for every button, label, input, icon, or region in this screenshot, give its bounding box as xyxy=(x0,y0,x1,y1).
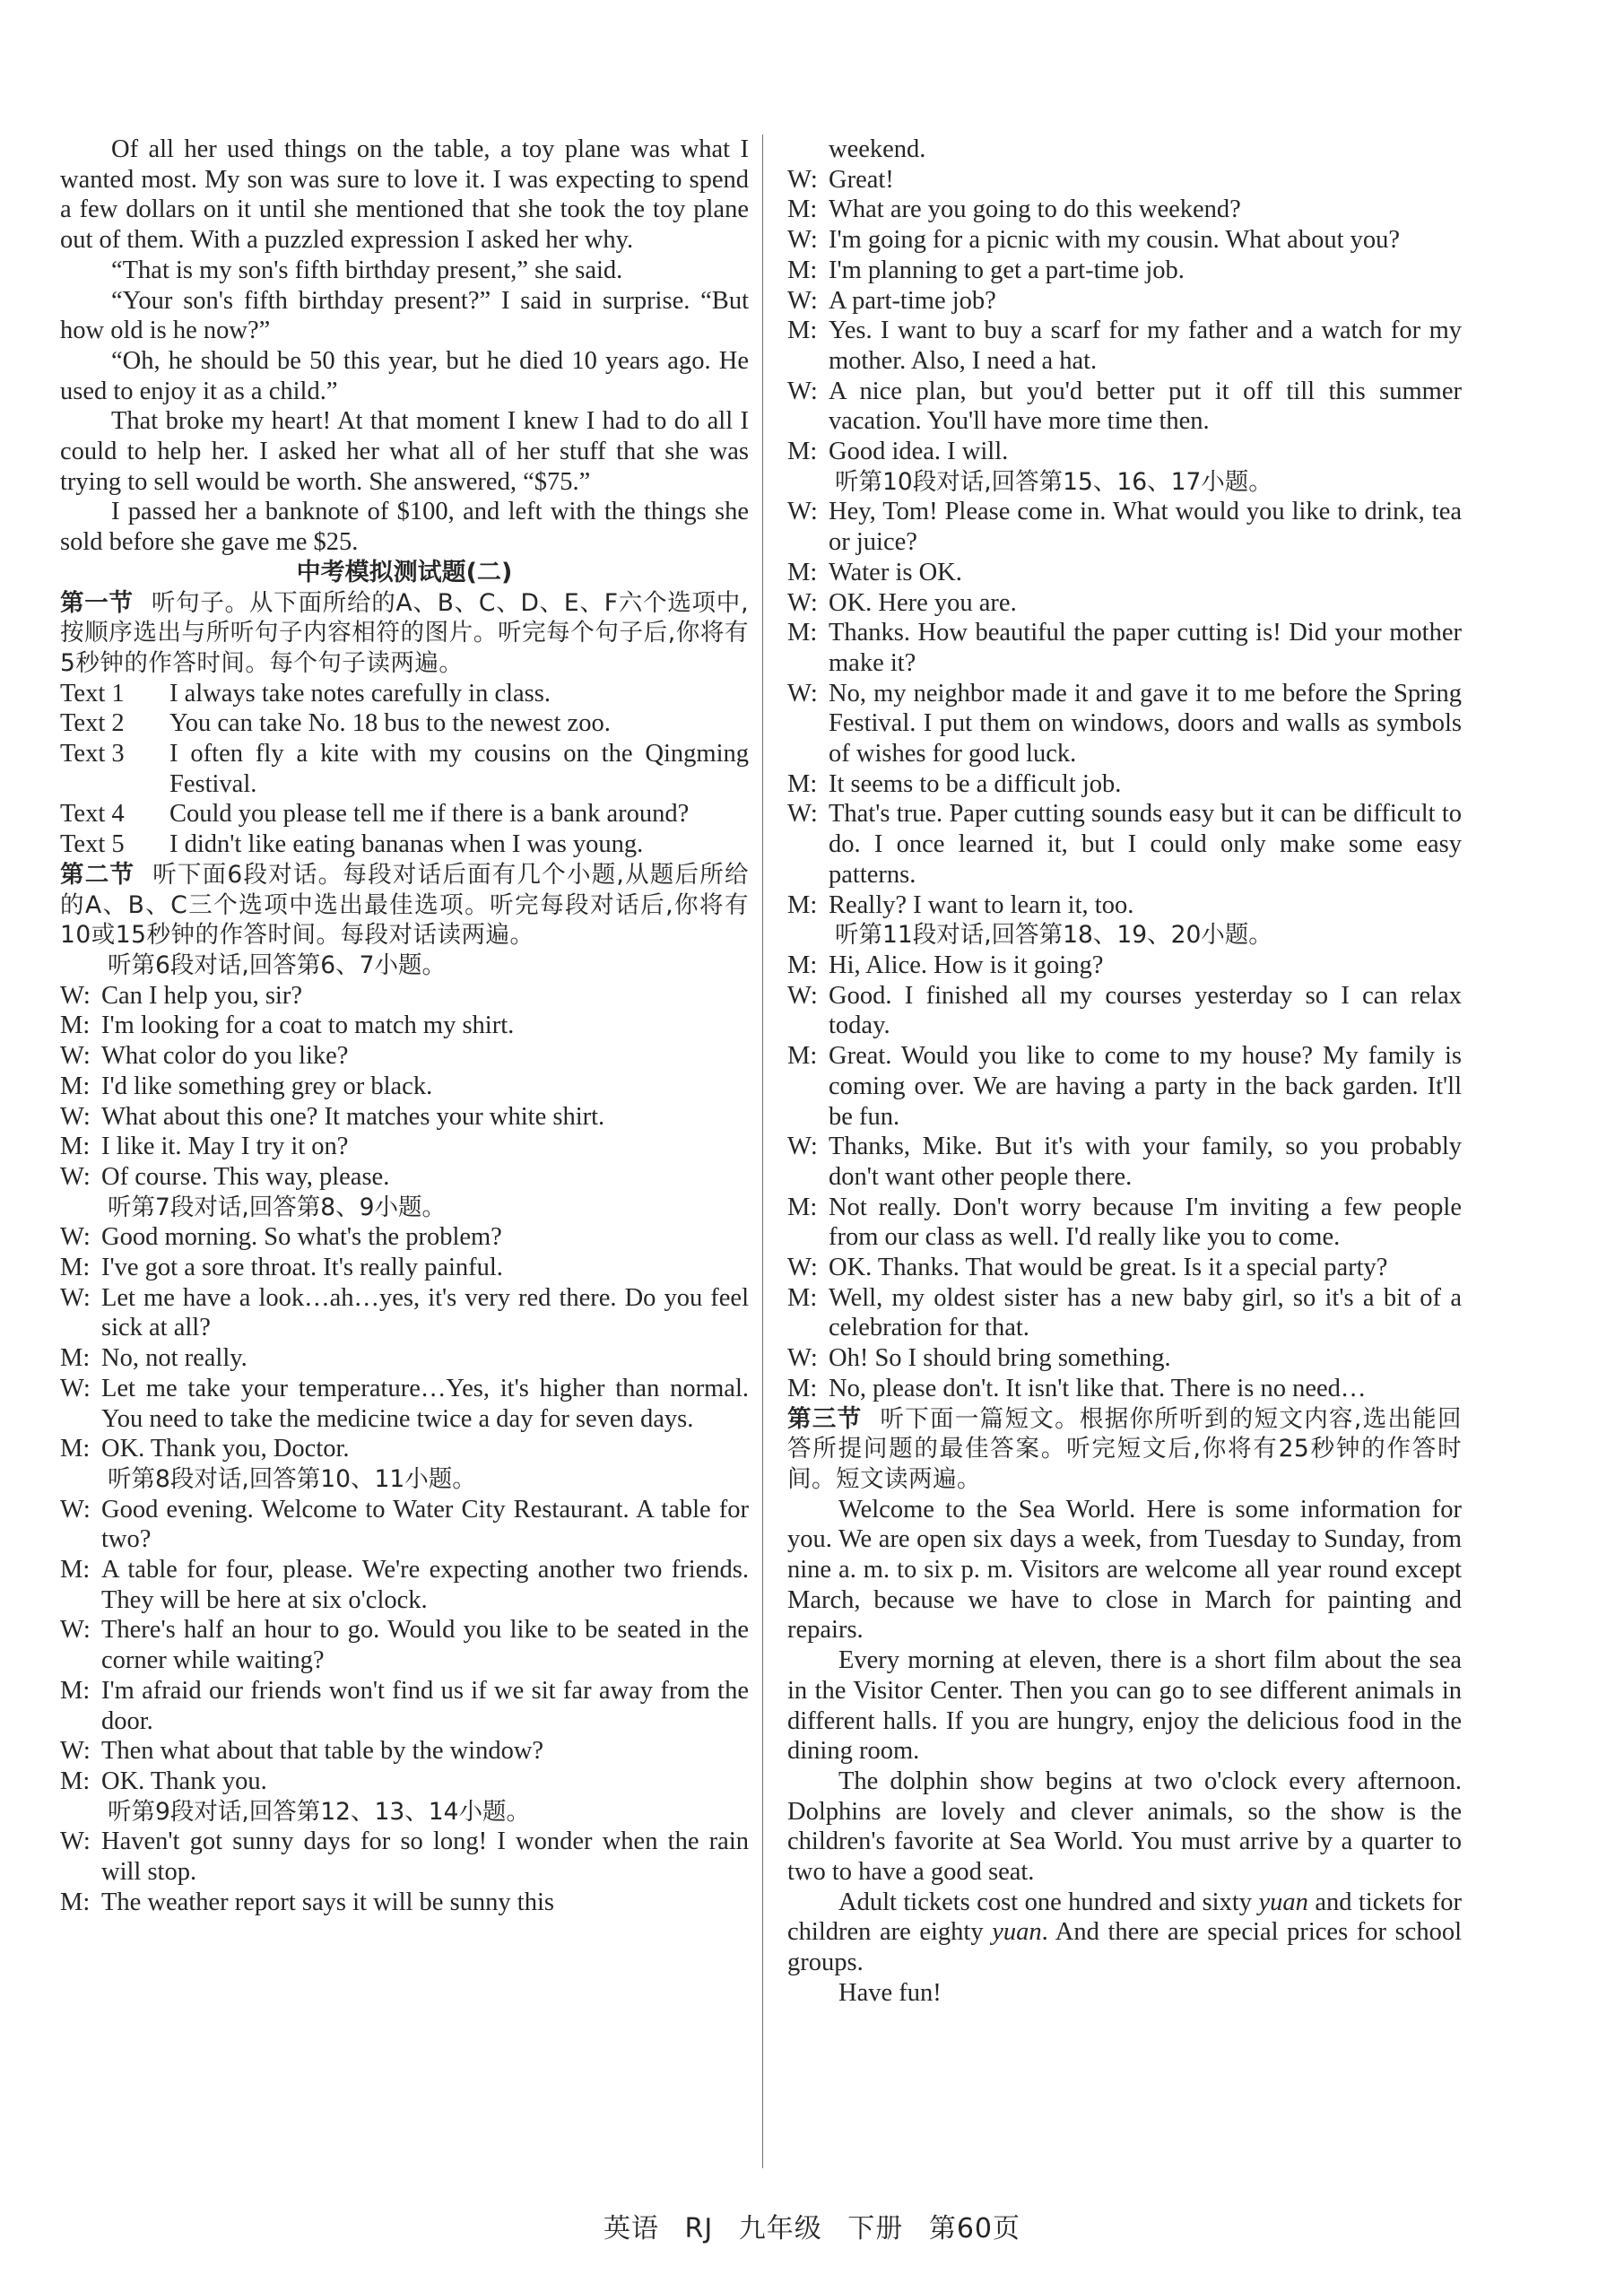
dialogue-11-title: 听第11段对话,回答第18、19、20小题。 xyxy=(835,921,1272,950)
utterance: OK. Thank you. xyxy=(101,1767,267,1795)
dialogue-line xyxy=(787,437,1462,467)
utterance: No, my neighbor made it and gave it to me before the Spring Festival. I put them on windows, doors and walls as symbols of wishes for good luck. xyxy=(829,679,1462,768)
speaker: W: xyxy=(787,679,818,708)
speaker: M: xyxy=(60,1888,91,1916)
yuan-italic: yuan xyxy=(992,1918,1042,1947)
dialogue-line xyxy=(787,256,1462,286)
dialogue-line xyxy=(787,286,1462,317)
utterance: I'd like something grey or black. xyxy=(101,1072,433,1100)
dialogue-line xyxy=(787,1343,1462,1374)
utterance: Let me have a look…ah…yes, it's very red there. Do you feel sick at all? xyxy=(101,1283,749,1342)
speaker: W: xyxy=(60,981,91,1010)
utterance: I'm going for a picnic with my cousin. What about you? xyxy=(829,226,1401,255)
utterance: OK. Here you are. xyxy=(829,588,1017,617)
yuan-italic: yuan xyxy=(1258,1888,1308,1916)
dialogue-line xyxy=(787,225,1462,256)
utterance: That's true. Paper cutting sounds easy but it can be difficult to do. I once learned it, but I could only make some easy patterns. xyxy=(829,800,1462,889)
utterance: OK. Thank you, Doctor. xyxy=(101,1435,350,1463)
story-paragraph: Of all her used things on the table, a toy plane was what I wanted most. My son was sure to love it. I was expecting to spend a few dollars on it until she mentioned that she took the toy plane out of them. With a puzzled expression I asked her why. xyxy=(60,135,749,255)
section-2-header xyxy=(60,860,749,951)
utterance: Not really. Don't worry because I'm inviting a few people from our class as well. I'd really like you to come. xyxy=(829,1193,1462,1252)
utterance: Of course. This way, please. xyxy=(101,1162,390,1191)
dialogue-line xyxy=(787,1041,1462,1132)
text-sentence: I always take notes carefully in class. xyxy=(169,679,551,708)
utterance: Thanks, Mike. But it's with your family, so you probably don't want other people there. xyxy=(829,1133,1462,1191)
speaker: W: xyxy=(787,981,818,1010)
dialogue-line xyxy=(60,1283,749,1343)
speaker: W: xyxy=(787,1344,818,1373)
story-paragraph: I passed her a banknote of $100, and left with the things she sold before she gave me $25. xyxy=(60,498,749,557)
dialogue-line xyxy=(60,1041,749,1072)
dialogue-line xyxy=(787,769,1462,800)
utterance: Haven't got sunny days for so long! I wonder when the rain will stop. xyxy=(101,1828,749,1887)
speaker: M: xyxy=(787,890,818,919)
utterance: I'm afraid our friends won't find us if we sit far away from the door. xyxy=(101,1676,749,1735)
speaker: W: xyxy=(787,286,818,315)
speaker: M: xyxy=(60,1676,91,1705)
speaker: W: xyxy=(60,1042,91,1071)
utterance: It seems to be a difficult job. xyxy=(829,769,1122,798)
dialogue-line xyxy=(60,1767,749,1797)
utterance: Well, my oldest sister has a new baby girl, so it's a bit of a celebration for that. xyxy=(829,1283,1462,1342)
utterance: What about this one? It matches your white shirt. xyxy=(101,1102,605,1131)
utterance: I've got a sore throat. It's really painful. xyxy=(101,1254,503,1282)
speaker: M: xyxy=(787,951,818,979)
text-item xyxy=(60,739,749,799)
speaker: W: xyxy=(787,1254,818,1282)
utterance: I'm planning to get a part-time job. xyxy=(829,256,1185,284)
text-label: Text 2 xyxy=(60,709,125,738)
speaker: W: xyxy=(60,1374,91,1402)
text-label: Text 4 xyxy=(60,800,125,829)
speaker: M: xyxy=(787,1374,818,1402)
speaker: W: xyxy=(60,1102,91,1131)
utterance: Hey, Tom! Please come in. What would you like to drink, tea or juice? xyxy=(829,498,1462,557)
utterance: Great. Would you like to come to my house? My family is coming over. We are having a party in the back garden. It'll be fun. xyxy=(829,1042,1462,1131)
speaker: W: xyxy=(787,165,818,194)
utterance: Oh! So I should bring something. xyxy=(829,1344,1171,1373)
speaker: M: xyxy=(60,1072,91,1100)
text-label: Text 1 xyxy=(60,679,125,708)
dialogue-7-title: 听第7段对话,回答第8、9小题。 xyxy=(108,1193,447,1221)
speaker: W: xyxy=(60,1162,91,1191)
text-item xyxy=(60,829,749,860)
section-3-header xyxy=(787,1404,1462,1495)
speaker: W: xyxy=(60,1737,91,1766)
utterance: A part-time job? xyxy=(829,286,996,315)
passage-paragraph: The dolphin show begins at two o'clock every afternoon. Dolphins are lovely and clever animals, so the show is the children's favorite at Sea World. You must arrive by a quarter to two to have a good seat. xyxy=(787,1767,1462,1887)
dialogue-line xyxy=(60,1253,749,1283)
speaker: M: xyxy=(787,769,818,798)
dialogue-line xyxy=(60,1011,749,1041)
passage-paragraph: Every morning at eleven, there is a short film about the sea in the Visitor Center. Then you can go to see different animals in different halls. If you are hungry, enjoy the delicious food in the dining room. xyxy=(787,1646,1462,1766)
utterance: I'm looking for a coat to match my shirt. xyxy=(101,1011,515,1040)
speaker: W: xyxy=(60,1495,91,1524)
utterance: I like it. May I try it on? xyxy=(101,1133,349,1161)
speaker: W: xyxy=(60,1223,91,1252)
utterance: Then what about that table by the window? xyxy=(101,1737,544,1766)
utterance: Yes. I want to buy a scarf for my father and a watch for my mother. Also, I need a hat. xyxy=(829,317,1462,375)
speaker: M: xyxy=(60,1556,91,1584)
speaker: W: xyxy=(60,1828,91,1856)
dialogue-line xyxy=(60,1736,749,1767)
dialogue-line xyxy=(60,1162,749,1193)
speaker: W: xyxy=(787,800,818,829)
speaker: W: xyxy=(60,1616,91,1645)
utterance: Good. I finished all my courses yesterday so I can relax today. xyxy=(829,981,1462,1040)
dialogue-line xyxy=(60,1374,749,1434)
dialogue-line xyxy=(787,679,1462,769)
dialogue-line xyxy=(60,1222,749,1253)
story-paragraph: “Your son's fifth birthday present?” I said in surprise. “But how old is he now?” xyxy=(60,286,749,345)
page-footer: 英语 RJ 九年级 下册 第60页 xyxy=(603,2213,1020,2244)
dialogue-line xyxy=(787,1132,1462,1192)
speaker: W: xyxy=(787,377,818,405)
speaker: W: xyxy=(787,588,818,617)
utterance: Great! xyxy=(829,165,894,194)
dialogue-line xyxy=(60,1434,749,1464)
dialogue-line xyxy=(787,799,1462,890)
utterance: OK. Thanks. That would be great. Is it a special party? xyxy=(829,1254,1388,1282)
speaker: M: xyxy=(787,558,818,586)
speaker: M: xyxy=(787,1283,818,1312)
section-1-heading: 第一节 xyxy=(60,588,134,617)
speaker: M: xyxy=(787,1193,818,1221)
dialogue-line xyxy=(787,195,1462,225)
dialogue-line xyxy=(60,1888,749,1918)
speaker: M: xyxy=(787,438,818,466)
dialogue-line xyxy=(60,1072,749,1102)
speaker: M: xyxy=(60,1254,91,1282)
utterance: Can I help you, sir? xyxy=(101,981,302,1010)
utterance: What color do you like? xyxy=(101,1042,349,1071)
text-sentence: You can take No. 18 bus to the newest zoo. xyxy=(169,709,611,738)
dialogue-line xyxy=(60,1102,749,1133)
left-column xyxy=(60,135,749,1917)
utterance: Good idea. I will. xyxy=(829,438,1009,466)
utterance: Let me take your temperature…Yes, it's higher than normal. You need to take the medicine twice a day for seven days. xyxy=(101,1374,749,1433)
speaker: W: xyxy=(787,1133,818,1161)
utterance: Thanks. How beautiful the paper cutting is! Did your mother make it? xyxy=(829,619,1462,677)
dialogue-9-title: 听第9段对话,回答第12、13、14小题。 xyxy=(108,1797,530,1826)
dialogue-8-title: 听第8段对话,回答第10、11小题。 xyxy=(108,1464,476,1493)
story-paragraph: That broke my heart! At that moment I knew I had to do all I could to help her. I asked her what all of her stuff that she was trying to sell would be worth. She answered, “$75.” xyxy=(60,407,749,496)
dialogue-line xyxy=(60,1495,749,1555)
speaker: M: xyxy=(787,619,818,647)
section-1-header xyxy=(60,588,749,679)
test-title: 中考模拟测试题(二) xyxy=(296,558,513,586)
section-1-instruction: 听句子。从下面所给的A、B、C、D、E、F六个选项中,按顺序选出与所听句子内容相符的图片。听完每个句子后,你将有5秒钟的作答时间。每个句子读两遍。 xyxy=(60,588,750,677)
utterance: A table for four, please. We're expecting another two friends. They will be here at six o'clock. xyxy=(101,1556,749,1614)
speaker: W: xyxy=(787,226,818,255)
text-label: Text 3 xyxy=(60,740,125,768)
dialogue-line xyxy=(60,1343,749,1374)
text-sentence: I didn't like eating bananas when I was young. xyxy=(169,830,644,859)
dialogue-line xyxy=(787,165,1462,195)
story-paragraph: “Oh, he should be 50 this year, but he died 10 years ago. He used to enjoy it as a child.” xyxy=(60,346,749,405)
text-item xyxy=(60,799,749,829)
story-paragraph: “That is my son's fifth birthday present,” she said. xyxy=(111,256,623,284)
dialogue-line xyxy=(787,981,1462,1041)
speaker: M: xyxy=(60,1435,91,1463)
dialogue-line xyxy=(60,1615,749,1675)
dialogue-line xyxy=(60,1827,749,1887)
dialogue-line xyxy=(60,1555,749,1615)
speaker: M: xyxy=(60,1011,91,1040)
dialogue-line xyxy=(787,951,1462,981)
text-label: Text 5 xyxy=(60,830,125,859)
passage-text: . And there are special prices for school groups. xyxy=(787,1918,1462,1977)
passage-paragraph: Have fun! xyxy=(838,1978,942,2007)
speaker: M: xyxy=(787,195,818,224)
dialogue-10-title: 听第10段对话,回答第15、16、17小题。 xyxy=(835,467,1272,496)
dialogue-line xyxy=(787,1193,1462,1253)
speaker: M: xyxy=(60,1344,91,1373)
dialogue-continuation: weekend. xyxy=(829,135,926,163)
speaker: M: xyxy=(60,1133,91,1161)
speaker: M: xyxy=(787,256,818,284)
dialogue-line xyxy=(787,558,1462,588)
utterance: No, please don't. It isn't like that. There is no need… xyxy=(829,1374,1367,1402)
section-3-instruction: 听下面一篇短文。根据你所听到的短文内容,选出能回答所提问题的最佳答案。听完短文后,你将有25秒钟的作答时间。短文读两遍。 xyxy=(787,1404,1462,1493)
utterance: Water is OK. xyxy=(829,558,962,586)
section-2-instruction: 听下面6段对话。每段对话后面有几个小题,从题后所给的A、B、C三个选项中选出最佳选项。听完每段对话后,你将有10或15秒钟的作答时间。每段对话读两遍。 xyxy=(60,860,750,950)
dialogue-line xyxy=(787,497,1462,557)
speaker: M: xyxy=(60,1767,91,1795)
right-column xyxy=(787,135,1462,2009)
section-2-heading: 第二节 xyxy=(60,860,135,889)
dialogue-line xyxy=(787,316,1462,376)
speaker: M: xyxy=(787,1042,818,1071)
dialogue-line xyxy=(787,890,1462,921)
dialogue-line xyxy=(787,1374,1462,1404)
section-3-heading: 第三节 xyxy=(787,1404,863,1433)
speaker: W: xyxy=(787,498,818,526)
dialogue-line xyxy=(787,588,1462,619)
utterance: Really? I want to learn it, too. xyxy=(829,890,1134,919)
passage-text: and tickets for children are eighty xyxy=(787,1888,1462,1947)
text-item xyxy=(60,679,749,709)
speaker: M: xyxy=(787,317,818,345)
utterance: No, not really. xyxy=(101,1344,248,1373)
utterance: There's half an hour to go. Would you like to be seated in the corner while waiting? xyxy=(101,1616,749,1675)
utterance: The weather report says it will be sunny this xyxy=(101,1888,554,1916)
dialogue-line xyxy=(60,1676,749,1736)
passage-paragraph xyxy=(787,1888,1462,1978)
dialogue-line xyxy=(787,1253,1462,1283)
dialogue-line xyxy=(787,618,1462,678)
utterance: Good morning. So what's the problem? xyxy=(101,1223,502,1252)
speaker: W: xyxy=(60,1283,91,1312)
dialogue-line xyxy=(60,1132,749,1162)
utterance: Good evening. Welcome to Water City Restaurant. A table for two? xyxy=(101,1495,749,1554)
passage-paragraph: Welcome to the Sea World. Here is some information for you. We are open six days a week, from Tuesday to Sunday, from nine a. m. to six p. m. Visitors are welcome all year round except March, because we have to close in March for painting and repairs. xyxy=(787,1495,1462,1645)
dialogue-line xyxy=(60,981,749,1011)
text-sentence: I often fly a kite with my cousins on the Qingming Festival. xyxy=(169,740,749,798)
passage-text: Adult tickets cost one hundred and sixty xyxy=(838,1888,1259,1916)
dialogue-line xyxy=(787,1283,1462,1343)
dialogue-6-title: 听第6段对话,回答第6、7小题。 xyxy=(108,951,447,979)
column-divider xyxy=(762,135,763,2168)
text-sentence: Could you please tell me if there is a bank around? xyxy=(169,800,690,829)
utterance: A nice plan, but you'd better put it off till this summer vacation. You'll have more time then. xyxy=(829,377,1462,436)
utterance: What are you going to do this weekend? xyxy=(829,195,1241,224)
dialogue-line xyxy=(787,377,1462,437)
utterance: Hi, Alice. How is it going? xyxy=(829,951,1104,979)
text-item xyxy=(60,708,749,739)
